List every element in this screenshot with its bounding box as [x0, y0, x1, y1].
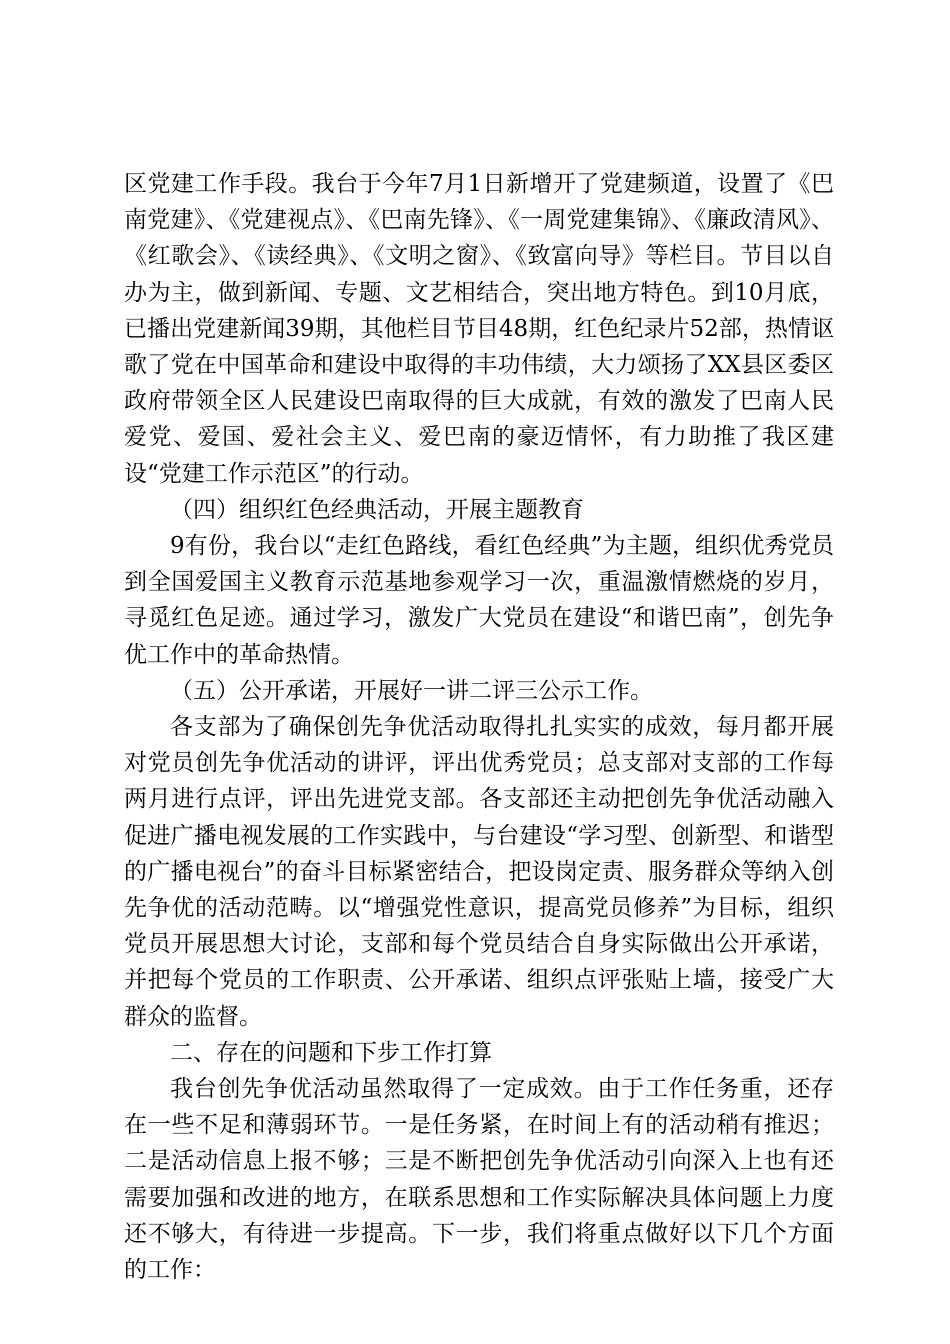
paragraph-problems-plans: 我台创先争优活动虽然取得了一定成效。由于工作任务重，还存在一些不足和薄弱环节。一是任务紧，在时间上有的活动稍有推迟；二是活动信息上报不够；三是不断把创先争优活动引向深入上也有还需要加强和改进的地方，在联系思想和工作实际解决具体问题上力度还不够大，有待进一步提高。下一步，我们将重点做好以下几个方面的工作：	[124, 1076, 834, 1284]
section-heading-public-commitment: （五）公开承诺，开展好一讲二评三公示工作。	[170, 677, 653, 704]
document-body	[124, 166, 834, 1288]
paragraph-public-commitment: 各支部为了确保创先争优活动取得扎扎实实的成效，每月都开展对党员创先争优活动的讲评，评出优秀党员；总支部对支部的工作每两月进行点评，评出先进党支部。各支部还主动把创先争优活动融入促进广播电视发展的工作实践中，与台建设“学习型、创新型、和谐型的广播电视台”的奋斗目标紧密结合，把设岗定责、服务群众等纳入创先争优的活动范畴。以“增强党性意识，提高党员修养”为目标，组织党员开展思想大讨论，支部和每个党员结合自身实际做出公开承诺，并把每个党员的工作职责、公开承诺、组织点评张贴上墙，接受广大群众的监督。	[124, 714, 834, 1030]
paragraph-red-classics: 9有份，我台以“走红色路线，看红色经典”为主题，组织优秀党员到全国爱国主义教育示范基地参观学习一次，重温激情燃烧的岁月，寻觅红色足迹。通过学习，激发广大党员在建设“和谐巴南”，创先争优工作中的革命热情。	[124, 533, 834, 668]
paragraph-party-channel: 区党建工作手段。我台于今年7月1日新增开了党建频道，设置了《巴南党建》、《党建视点》、《巴南先锋》、《一周党建集锦》、《廉政清风》、《红歌会》、《读经典》、《文明之窗》、《致富向导》等栏目。节目以自办为主，做到新闻、专题、文艺相结合，突出地方特色。到10月底，已播出党建新闻39期，其他栏目节目48期，红色纪录片52部，热情讴歌了党在中国革命和建设中取得的丰功伟绩，大力颂扬了XX县区委区政府带领全区人民建设巴南取得的巨大成就，有效的激发了巴南人民爱党、爱国、爱社会主义、爱巴南的豪迈情怀，有力助推了我区建设“党建工作示范区”的行动。	[124, 171, 834, 487]
section-heading-problems-plans: 二、存在的问题和下步工作打算	[170, 1039, 492, 1066]
section-heading-red-classics: （四）组织红色经典活动，开展主题教育	[170, 496, 584, 523]
